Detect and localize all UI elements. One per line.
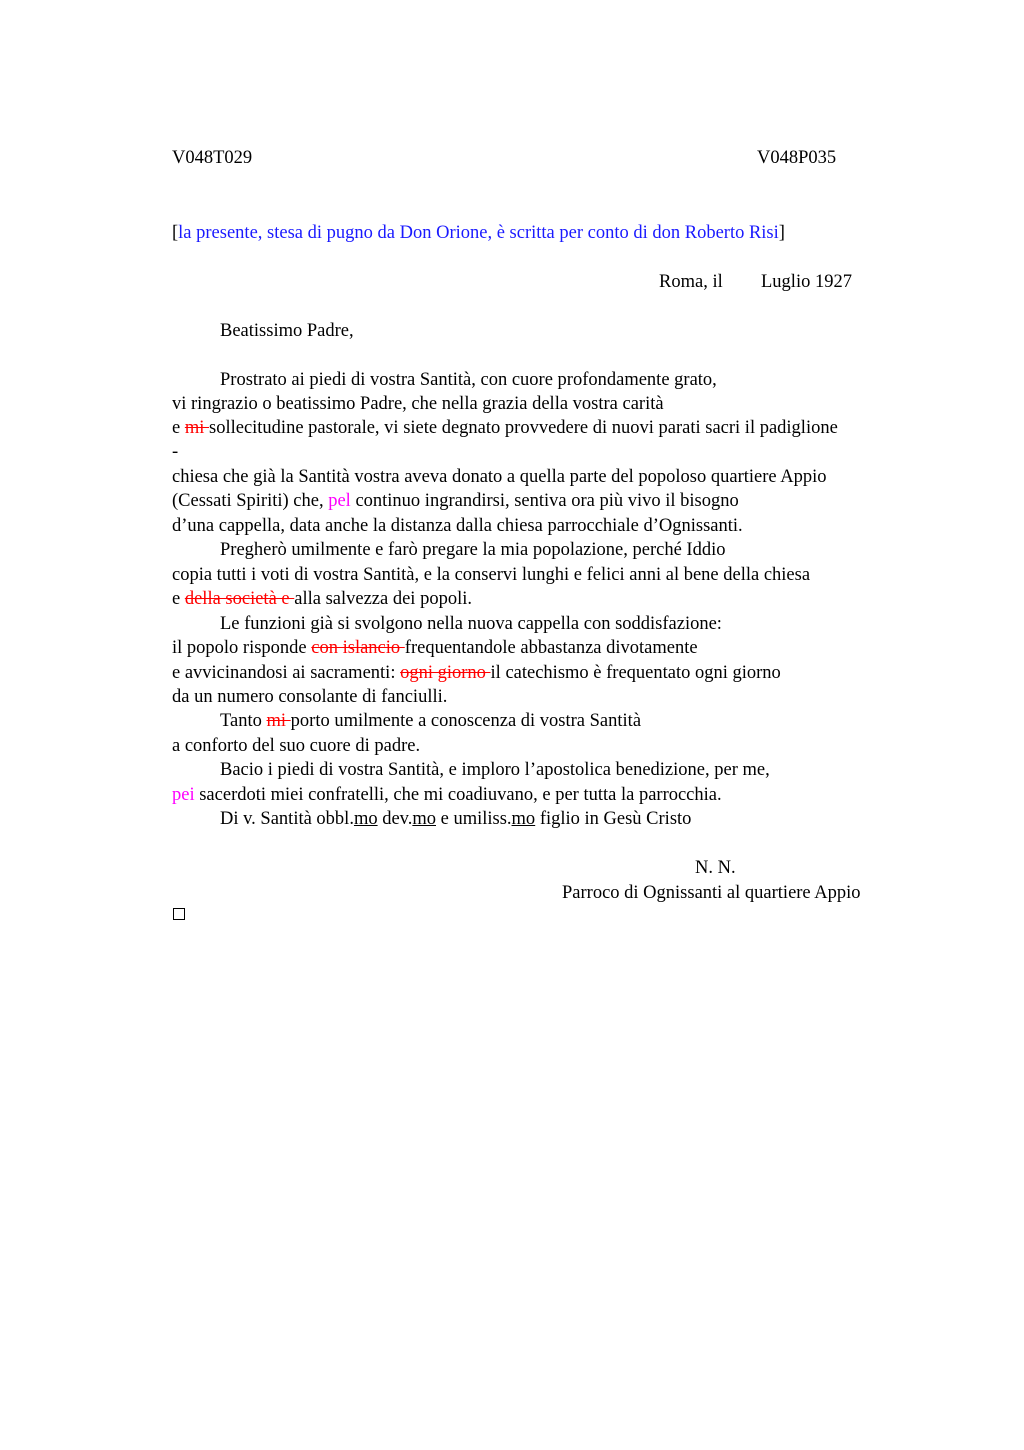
text-run: e avvicinandosi ai sacramenti: xyxy=(172,663,401,683)
body-line-1: Prostrato ai piedi di vostra Santità, con cuore profondamente grato, xyxy=(220,370,717,390)
body-line-12 xyxy=(172,636,698,660)
text-run: alla salvezza dei popoli. xyxy=(294,589,472,609)
body-line-14: da un numero consolante di fanciulli. xyxy=(172,687,448,707)
text-run: e xyxy=(172,418,185,438)
body-line-10 xyxy=(172,587,472,611)
text-run: Di v. Santità obbl. xyxy=(220,809,354,829)
bracket-close: ] xyxy=(778,223,785,243)
deleted-text: mi xyxy=(266,711,291,731)
body-line-11: Le funzioni già si svolgono nella nuova cappella con soddisfazione: xyxy=(220,614,722,634)
abbreviation-superscript: mo xyxy=(353,809,378,829)
highlighted-word: pei xyxy=(172,785,195,805)
text-run: figlio in Gesù Cristo xyxy=(535,809,692,829)
text-run: porto umilmente a conoscenza di vostra Santità xyxy=(290,711,642,731)
text-run: dev. xyxy=(377,809,413,829)
signature-name: N. N. xyxy=(695,858,736,878)
text-run: e xyxy=(172,589,185,609)
body-line-15 xyxy=(220,709,641,733)
text-run: e umiliss. xyxy=(436,809,512,829)
document-code-left: V048T029 xyxy=(172,148,253,168)
highlighted-word: pel xyxy=(328,491,351,511)
body-line-17: Bacio i piedi di vostra Santità, e imploro l’apostolica benedizione, per me, xyxy=(220,760,770,780)
body-line-2: vi ringrazio o beatissimo Padre, che nella grazia della vostra carità xyxy=(172,394,664,414)
editorial-note-text: la presente, stesa di pugno da Don Orione, è scritta per conto di don Roberto Risi xyxy=(178,223,779,243)
body-line-16: a conforto del suo cuore di padre. xyxy=(172,736,421,756)
text-run: frequentandole abbastanza divotamente xyxy=(404,638,698,658)
body-line-3 xyxy=(172,416,838,440)
deleted-text: ogni giorno xyxy=(400,663,491,683)
text-run: il popolo risponde xyxy=(172,638,312,658)
closing-line xyxy=(220,807,691,831)
text-run: Tanto xyxy=(220,711,267,731)
abbreviation-superscript: mo xyxy=(511,809,536,829)
body-line-13 xyxy=(172,661,781,685)
deleted-text: della società e xyxy=(184,589,295,609)
body-line-9: copia tutti i voti di vostra Santità, e la conservi lunghi e felici anni al bene della chiesa xyxy=(172,565,811,585)
abbreviation-superscript: mo xyxy=(412,809,436,829)
bracket-open: [ xyxy=(172,223,179,243)
body-line-8: Pregherò umilmente e farò pregare la mia popolazione, perché Iddio xyxy=(220,540,726,560)
body-line-5: chiesa che già la Santità vostra aveva donato a quella parte del popoloso quartiere Appio xyxy=(172,467,827,487)
editorial-note xyxy=(172,221,785,245)
text-run: sollecitudine pastorale, vi siete degnato provvedere di nuovi parati sacri il padiglione xyxy=(209,418,838,438)
body-line-18 xyxy=(172,783,722,807)
text-run: sacerdoti miei confratelli, che mi coadiuvano, e per tutta la parrocchia. xyxy=(194,785,722,805)
document-code-right: V048P035 xyxy=(757,148,837,168)
date-value: Luglio 1927 xyxy=(761,272,852,292)
salutation: Beatissimo Padre, xyxy=(220,321,354,341)
square-icon xyxy=(173,908,185,920)
deleted-text: mi xyxy=(184,418,209,438)
text-run: continuo ingrandirsi, sentiva ora più vivo il bisogno xyxy=(350,491,739,511)
body-line-4: - xyxy=(172,442,179,462)
signature-title: Parroco di Ognissanti al quartiere Appio xyxy=(562,883,861,903)
text-run: il catechismo è frequentato ogni giorno xyxy=(490,663,781,683)
text-run: (Cessati Spiriti) che, xyxy=(172,491,329,511)
date-place: Roma, il xyxy=(659,272,723,292)
body-line-6 xyxy=(172,489,739,513)
deleted-text: con islancio xyxy=(311,638,405,658)
body-line-7: d’una cappella, data anche la distanza dalla chiesa parrocchiale d’Ognissanti. xyxy=(172,516,743,536)
